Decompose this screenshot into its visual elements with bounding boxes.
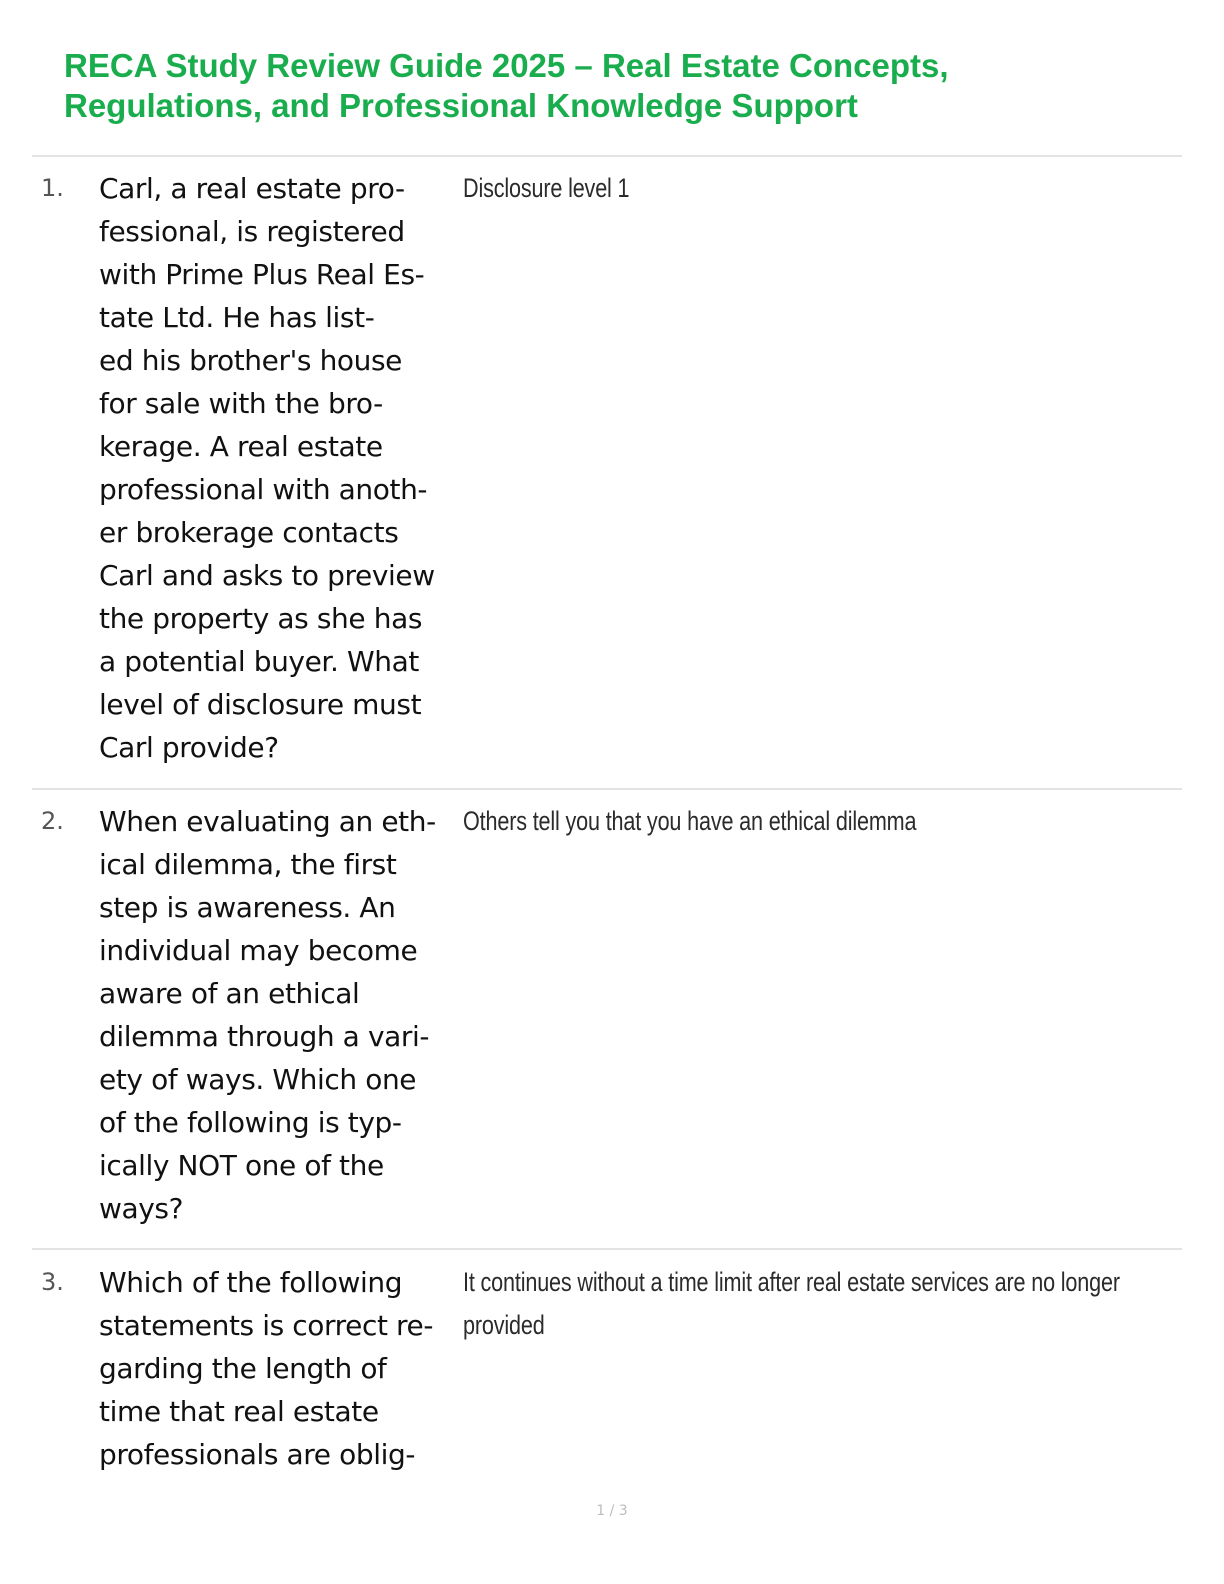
question-text: Carl, a real estate pro- fessional, is registered with Prime Plus Real Es- tate Ltd. He has list- ed his brother's house for sale with the bro- kerage. A real estate professional with anoth- er brokerage contacts Carl and asks to preview the property as she has a potential buyer. What level of disclosure must Carl provide? [99,172,435,764]
question-number: 3. [41,1268,64,1296]
divider [32,155,1182,157]
answer-text: Disclosure level 1 [463,173,630,203]
answer-text: Others tell you that you have an ethical dilemma [463,806,917,836]
question-text: When evaluating an eth- ical dilemma, the first step is awareness. An individual may become aware of an ethical dilemma through a vari- ety of ways. Which one of the following is typ- ically NOT one of the ways? [99,805,436,1225]
document-title: RECA Study Review Guide 2025 – Real Estate Concepts, Regulations, and Professional Knowledge Support [64,47,949,124]
question-number: 2. [41,807,64,835]
question-text: Which of the following statements is correct re- garding the length of time that real estate professionals are oblig- [99,1266,434,1471]
question-number: 1. [41,174,64,202]
answer-text: It continues without a time limit after real estate services are no longer provided [463,1267,1120,1340]
page-number: 1 / 3 [596,1503,628,1519]
divider [32,1248,1182,1250]
divider [32,788,1182,790]
